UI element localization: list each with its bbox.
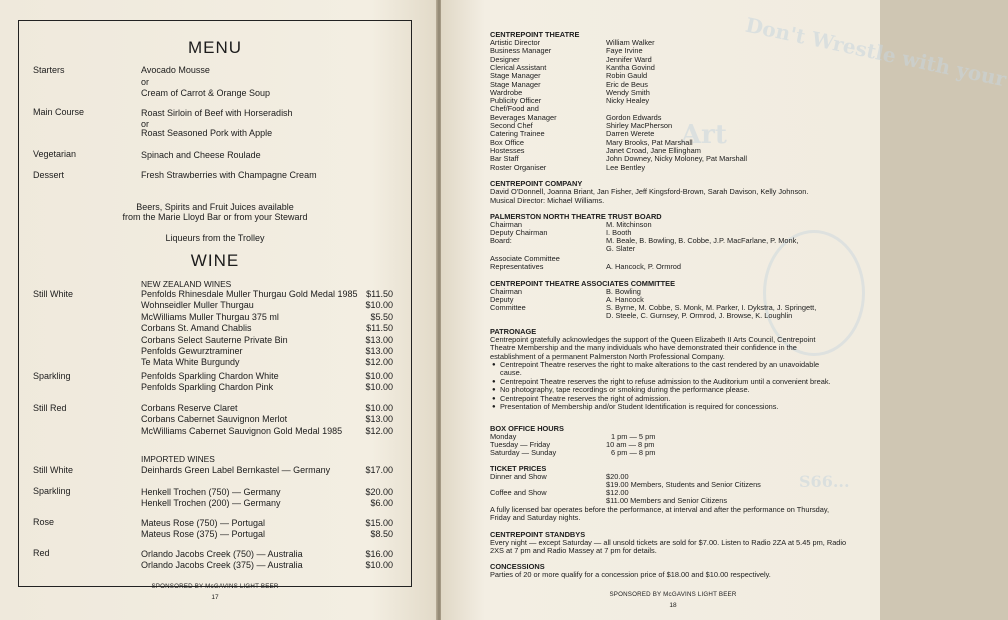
wine-row bbox=[141, 529, 393, 540]
trust-role: Representatives bbox=[490, 262, 544, 271]
ticket-note: A fully licensed bar operates before the performance, at interval and after the performance on Thursday, Friday and Saturday nights. bbox=[490, 504, 830, 522]
staff-name: Nicky Healey bbox=[606, 96, 650, 106]
menu-frame bbox=[18, 20, 412, 587]
assoc-name: D. Steele, C. Gurnsey, P. Ormrod, J. Browse, K. Loughlin bbox=[606, 311, 793, 321]
wine-row bbox=[141, 300, 393, 311]
staff-role: Beverages Manager bbox=[490, 112, 557, 122]
section-heading: PALMERSTON NORTH THEATRE TRUST BOARD bbox=[490, 212, 662, 221]
menu-item: or bbox=[141, 77, 150, 87]
menu-category: Vegetarian bbox=[33, 149, 77, 159]
staff-name: Shirley MacPherson bbox=[606, 121, 673, 130]
wine-name: Penfolds Gewurztraminer bbox=[141, 346, 243, 357]
ticket-price: $12.00 bbox=[606, 488, 629, 498]
wine-list bbox=[141, 465, 393, 476]
wine-price: $10.00 bbox=[365, 300, 393, 311]
staff-name: Wendy Smith bbox=[606, 87, 650, 97]
wine-name: Wohnseidler Muller Thurgau bbox=[141, 300, 254, 311]
trust-role: Associate Committee bbox=[490, 253, 560, 263]
staff-name: Kantha Govind bbox=[606, 62, 655, 72]
box-time: 1 pm — 5 pm bbox=[611, 431, 656, 441]
patronage-bullet: ● Centrepoint Theatre reserves the right of admission. bbox=[492, 395, 842, 403]
imported-wines-header: IMPORTED WINES bbox=[141, 454, 215, 464]
standby-text: Every night — except Saturday — all unsold tickets are sold for $7.00. Listen to Radio 2ZA at 5.45 pm, Radio 2XS at 7 pm and Radio Massey at 7 pm for details. bbox=[490, 537, 847, 555]
staff-role: Artistic Director bbox=[490, 38, 541, 47]
menu-item: Cream of Carrot & Orange Soup bbox=[141, 88, 271, 98]
wine-row bbox=[141, 289, 393, 300]
box-day: Monday bbox=[490, 431, 517, 441]
wine-row bbox=[141, 487, 393, 498]
assoc-role: Chairman bbox=[490, 286, 523, 296]
box-time: 6 pm — 8 pm bbox=[611, 448, 656, 458]
staff-role: Business Manager bbox=[490, 46, 552, 56]
ticket-price: $11.00 Members and Senior Citizens bbox=[606, 496, 728, 506]
page-number: 17 bbox=[211, 594, 219, 601]
menu-title: MENU bbox=[187, 38, 243, 57]
wine-name: Penfolds Rhinesdale Muller Thurgau Gold Medal 1985 bbox=[141, 289, 358, 299]
wine-name: McWilliams Cabernet Sauvignon Gold Medal 1985 bbox=[141, 425, 343, 436]
staff-name: Robin Gauld bbox=[606, 71, 648, 81]
wine-category: Still White bbox=[33, 465, 74, 475]
assoc-name: B. Bowling bbox=[606, 286, 641, 296]
wine-price: $20.00 bbox=[365, 487, 393, 497]
wine-name: Corbans Reserve Claret bbox=[141, 403, 238, 413]
patronage-bullet: ● Centrepoint Theatre reserves the right to make alterations to the cast rendered by an unavoidable cause. bbox=[492, 361, 842, 378]
wine-price: $13.00 bbox=[365, 346, 393, 357]
staff-role: Designer bbox=[490, 54, 520, 64]
staff-role: Wardrobe bbox=[490, 87, 523, 97]
wine-price: $17.00 bbox=[365, 465, 393, 475]
wine-row bbox=[141, 465, 393, 476]
staff-role: Bar Staff bbox=[490, 154, 519, 164]
patronage-bullets bbox=[492, 361, 842, 411]
page-number: 18 bbox=[669, 602, 677, 609]
wine-list bbox=[141, 487, 393, 510]
section-heading: CENTREPOINT THEATRE ASSOCIATES COMMITTEE bbox=[490, 279, 676, 288]
assoc-role: Committee bbox=[490, 303, 526, 313]
wine-row bbox=[141, 518, 393, 529]
wine-price: $15.00 bbox=[365, 518, 393, 528]
assoc-role: Deputy bbox=[490, 294, 514, 304]
staff-role: Second Chef bbox=[490, 121, 533, 130]
trust-name: G. Slater bbox=[606, 244, 636, 254]
staff-name: Darren Werete bbox=[606, 129, 655, 139]
staff-name: Lee Bentley bbox=[606, 162, 646, 172]
nz-wines-header: NEW ZEALAND WINES bbox=[141, 279, 232, 289]
menu-category: Dessert bbox=[33, 170, 65, 180]
beverages-line: from the Marie Lloyd Bar or from your Steward bbox=[122, 212, 308, 222]
assoc-name: S. Byrne, M. Cobbe, S. Monk, M. Parker, I. Dykstra, J. Springett, bbox=[606, 303, 817, 313]
menu-category: Main Course bbox=[33, 107, 85, 117]
menu-item: Avocado Mousse bbox=[141, 65, 210, 75]
wine-title: WINE bbox=[190, 251, 240, 270]
wine-category: Sparkling bbox=[33, 486, 71, 496]
wine-name: Corbans Cabernet Sauvignon Merlot bbox=[141, 414, 288, 425]
wine-name: Henkell Trochen (750) — Germany bbox=[141, 487, 281, 497]
menu-category: Starters bbox=[33, 65, 65, 75]
wine-price: $8.50 bbox=[370, 529, 393, 540]
trust-name: M. Mitchinson bbox=[606, 219, 652, 229]
ticket-label: Dinner and Show bbox=[490, 471, 547, 481]
trust-role: Chairman bbox=[490, 219, 523, 229]
wine-row bbox=[141, 357, 393, 368]
wine-name: Mateus Rose (750) — Portugal bbox=[141, 518, 266, 528]
wine-name: Orlando Jacobs Creek (750) — Australia bbox=[141, 549, 303, 559]
menu-item: Fresh Strawberries with Champagne Cream bbox=[141, 170, 317, 180]
left-page bbox=[0, 0, 437, 620]
wine-price: $10.00 bbox=[365, 403, 393, 413]
company-members: David O'Donnell, Joanna Briant, Jan Fisher, Jeff Kingsford-Brown, Sarah Davison, Kelly Johnson. bbox=[490, 187, 809, 196]
wine-row bbox=[141, 382, 393, 393]
ghost-art-text: Don't Wrestle with your bbox=[743, 12, 1008, 92]
trust-role: Deputy Chairman bbox=[490, 227, 548, 237]
box-day: Saturday — Sunday bbox=[490, 448, 557, 458]
sponsor-footer: SPONSORED BY McGAVINS LIGHT BEER bbox=[151, 583, 279, 590]
patronage-bullet: ● No photography, tape recordings or smoking during the performance please. bbox=[492, 386, 842, 394]
staff-role: Box Office bbox=[490, 137, 524, 147]
wine-row bbox=[141, 312, 393, 323]
wine-price: $6.00 bbox=[370, 498, 393, 509]
wine-name: Corbans Select Sauterne Private Bin bbox=[141, 334, 288, 345]
section-heading: CENTREPOINT THEATRE bbox=[490, 30, 580, 39]
wine-price: $10.00 bbox=[365, 560, 393, 571]
trust-name: I. Booth bbox=[606, 227, 632, 237]
section-heading: CENTREPOINT STANDBYS bbox=[490, 530, 586, 539]
wine-name: Mateus Rose (375) — Portugal bbox=[141, 529, 266, 540]
staff-name: Mary Brooks, Pat Marshall bbox=[606, 137, 693, 147]
concession-text: Parties of 20 or more qualify for a concession price of $18.00 and $10.00 respectively. bbox=[490, 569, 771, 579]
patronage-bullet: ● Presentation of Membership and/or Student Identification is required for concessions. bbox=[492, 403, 842, 411]
wine-price: $13.00 bbox=[365, 414, 393, 425]
wine-list bbox=[141, 371, 393, 394]
wine-category: Still Red bbox=[33, 403, 67, 413]
section-heading: CONCESSIONS bbox=[490, 562, 545, 571]
staff-role: Stage Manager bbox=[490, 71, 541, 81]
staff-name: Gordon Edwards bbox=[606, 112, 662, 122]
sponsor-footer: SPONSORED BY McGAVINS LIGHT BEER bbox=[609, 591, 737, 598]
staff-role: Clerical Assistant bbox=[490, 62, 547, 72]
staff-role: Stage Manager bbox=[490, 79, 541, 89]
wine-category: Red bbox=[33, 548, 50, 558]
staff-name: Jennifer Ward bbox=[606, 54, 652, 64]
staff-role: Hostesses bbox=[490, 145, 525, 155]
wine-list bbox=[141, 403, 393, 437]
menu-item: Spinach and Cheese Roulade bbox=[141, 150, 261, 160]
box-day: Tuesday — Friday bbox=[490, 439, 551, 449]
wine-row bbox=[141, 335, 393, 346]
wine-name: Corbans St. Amand Chablis bbox=[141, 323, 252, 334]
right-page bbox=[441, 0, 1008, 620]
patronage-text: Centrepoint gratefully acknowledges the support of the Queen Elizabeth II Arts Council, Centrepoint Theatre Membership and the many individuals who have demonstrated their confidence in the establishment of a permanent Palmerston North Professional Company. bbox=[490, 334, 816, 361]
staff-name: Janet Croad, Jane Ellingham bbox=[606, 145, 701, 155]
ticket-label: Coffee and Show bbox=[490, 488, 547, 498]
wine-name: Orlando Jacobs Creek (375) — Australia bbox=[141, 560, 303, 571]
wine-name: Henkell Trochen (200) — Germany bbox=[141, 498, 281, 509]
wine-price: $12.00 bbox=[365, 357, 393, 368]
ghost-art-text: S66... bbox=[799, 472, 850, 491]
wine-row bbox=[141, 346, 393, 357]
wine-price: $5.50 bbox=[370, 311, 393, 322]
trust-name: M. Beale, B. Bowling, B. Cobbe, J.P. MacFarlane, P. Monk, bbox=[606, 236, 799, 246]
box-time: 10 am — 8 pm bbox=[606, 439, 655, 449]
wine-price: $11.50 bbox=[366, 289, 393, 299]
wine-name: Deinhards Green Label Bernkastel — Germany bbox=[141, 465, 331, 475]
wine-list bbox=[141, 549, 393, 572]
wine-category: Rose bbox=[33, 517, 55, 527]
wine-price: $11.50 bbox=[366, 323, 393, 334]
staff-role: Chef/Food and bbox=[490, 104, 539, 114]
wine-name: Penfolds Sparkling Chardon Pink bbox=[141, 382, 274, 393]
wine-price: $12.00 bbox=[365, 425, 393, 436]
wine-price: $10.00 bbox=[365, 371, 393, 381]
wine-row bbox=[141, 371, 393, 382]
staff-role: Publicity Officer bbox=[490, 96, 542, 106]
staff-name: William Walker bbox=[606, 38, 655, 47]
wine-price: $16.00 bbox=[365, 549, 393, 559]
staff-name: Faye Irvine bbox=[606, 46, 643, 56]
ticket-price: $19.00 Members, Students and Senior Citizens bbox=[606, 479, 761, 489]
wine-price: $13.00 bbox=[365, 334, 393, 345]
menu-item: Roast Seasoned Pork with Apple bbox=[141, 128, 273, 138]
section-heading: PATRONAGE bbox=[490, 327, 537, 336]
assoc-name: A. Hancock bbox=[606, 294, 644, 304]
trust-role: Board: bbox=[490, 236, 512, 246]
wine-category: Sparkling bbox=[33, 371, 71, 381]
patronage-bullet: ● Centrepoint Theatre reserves the right to refuse admission to the Auditorium until a convenient break. bbox=[492, 378, 842, 386]
wine-list bbox=[141, 289, 393, 369]
section-heading: TICKET PRICES bbox=[490, 464, 547, 473]
wine-list bbox=[141, 518, 393, 541]
staff-name: John Downey, Nicky Moloney, Pat Marshall bbox=[606, 154, 748, 164]
wine-row bbox=[141, 426, 393, 437]
wine-row bbox=[141, 403, 393, 414]
menu-item: Roast Sirloin of Beef with Horseradish bbox=[141, 108, 293, 118]
wine-row bbox=[141, 323, 393, 334]
liqueurs-line: Liqueurs from the Trolley bbox=[165, 233, 265, 243]
beverages-line: Beers, Spirits and Fruit Juices available bbox=[136, 202, 294, 212]
wine-row bbox=[141, 414, 393, 425]
section-heading: BOX OFFICE HOURS bbox=[490, 424, 564, 433]
ticket-price: $20.00 bbox=[606, 471, 629, 481]
wine-category: Still White bbox=[33, 289, 74, 299]
staff-name: Eric de Beus bbox=[606, 79, 648, 89]
wine-row bbox=[141, 498, 393, 509]
wine-price: $10.00 bbox=[365, 382, 393, 393]
trust-name: A. Hancock, P. Ormrod bbox=[606, 262, 682, 271]
staff-role: Catering Trainee bbox=[490, 129, 545, 139]
staff-role: Roster Organiser bbox=[490, 162, 547, 172]
musical-director: Musical Director: Michael Williams. bbox=[490, 195, 605, 205]
ghost-art-text: Art bbox=[681, 120, 727, 150]
wine-name: Te Mata White Burgundy bbox=[141, 357, 240, 368]
menu-item: or bbox=[141, 119, 150, 129]
wine-row bbox=[141, 560, 393, 571]
wine-name: McWilliams Muller Thurgau 375 ml bbox=[141, 311, 279, 322]
wine-row bbox=[141, 549, 393, 560]
wine-name: Penfolds Sparkling Chardon White bbox=[141, 371, 279, 381]
section-heading: CENTREPOINT COMPANY bbox=[490, 179, 583, 188]
